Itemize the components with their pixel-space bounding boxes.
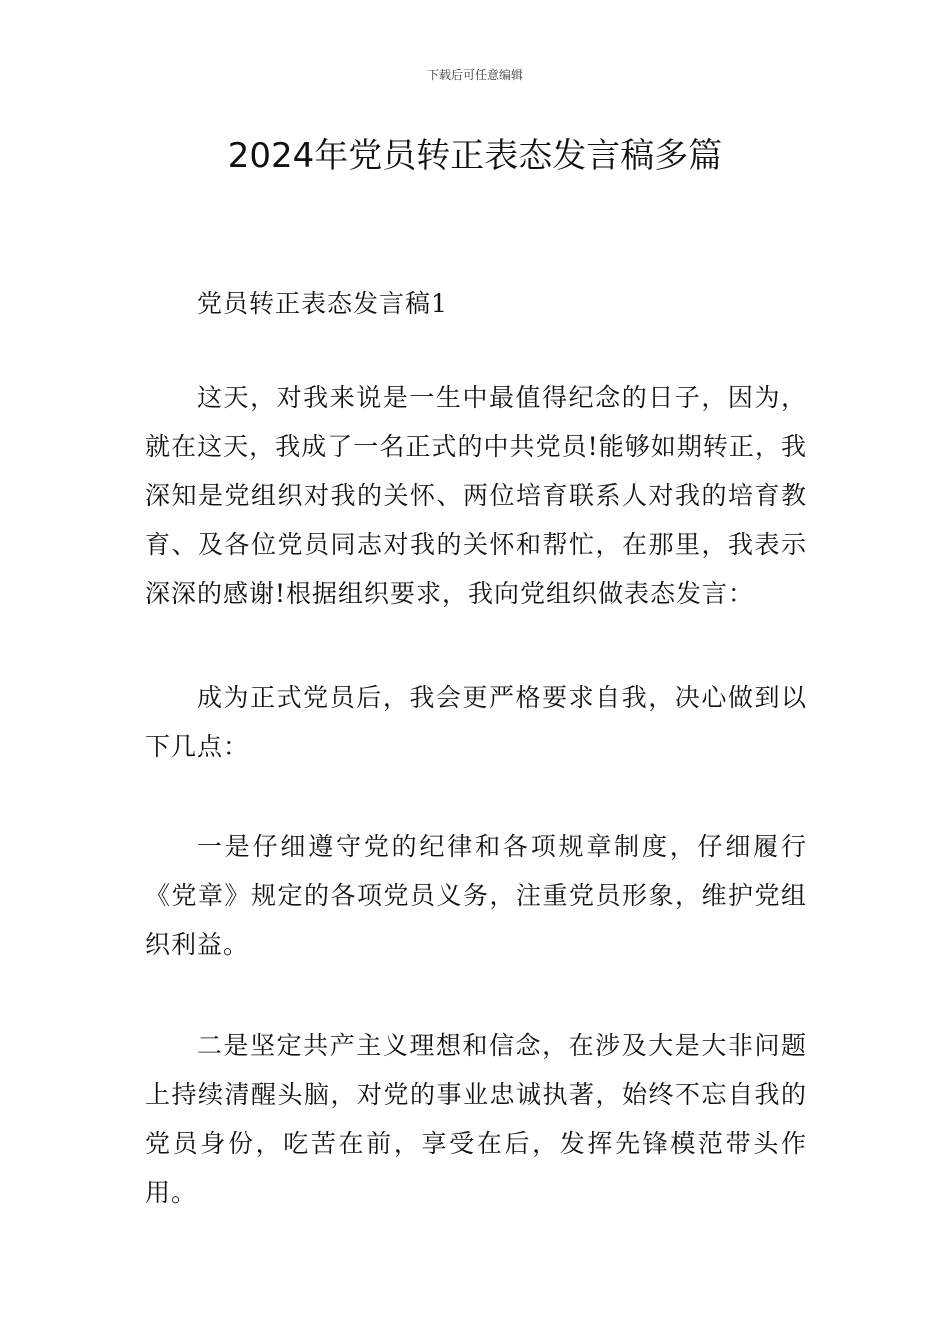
paragraph-2: 成为正式党员后，我会更严格要求自我，决心做到以下几点： <box>145 683 807 761</box>
paragraph-1: 这天，对我来说是一生中最值得纪念的日子，因为，就在这天，我成了一名正式的中共党员!能够如期转正，我深知是党组织对我的关怀、两位培育联系人对我的培育教育、及各位党员同志对我的关怀和帮忙，在那里，我表示深深的感谢!根据组织要求，我向党组织做表态发言： <box>145 383 807 608</box>
document-title: 2024年党员转正表态发言稿多篇 <box>227 136 723 176</box>
section-heading: 党员转正表态发言稿1 <box>197 289 448 318</box>
paragraph-3: 一是仔细遵守党的纪律和各项规章制度，仔细履行《党章》规定的各项党员义务，注重党员形象，维护党组织利益。 <box>145 832 807 959</box>
paragraph-4: 二是坚定共产主义理想和信念，在涉及大是大非问题上持续清醒头脑，对党的事业忠诚执著，始终不忘自我的党员身份，吃苦在前，享受在后，发挥先锋模范带头作用。 <box>145 1031 807 1207</box>
header-note: 下载后可任意编辑 <box>426 68 523 82</box>
